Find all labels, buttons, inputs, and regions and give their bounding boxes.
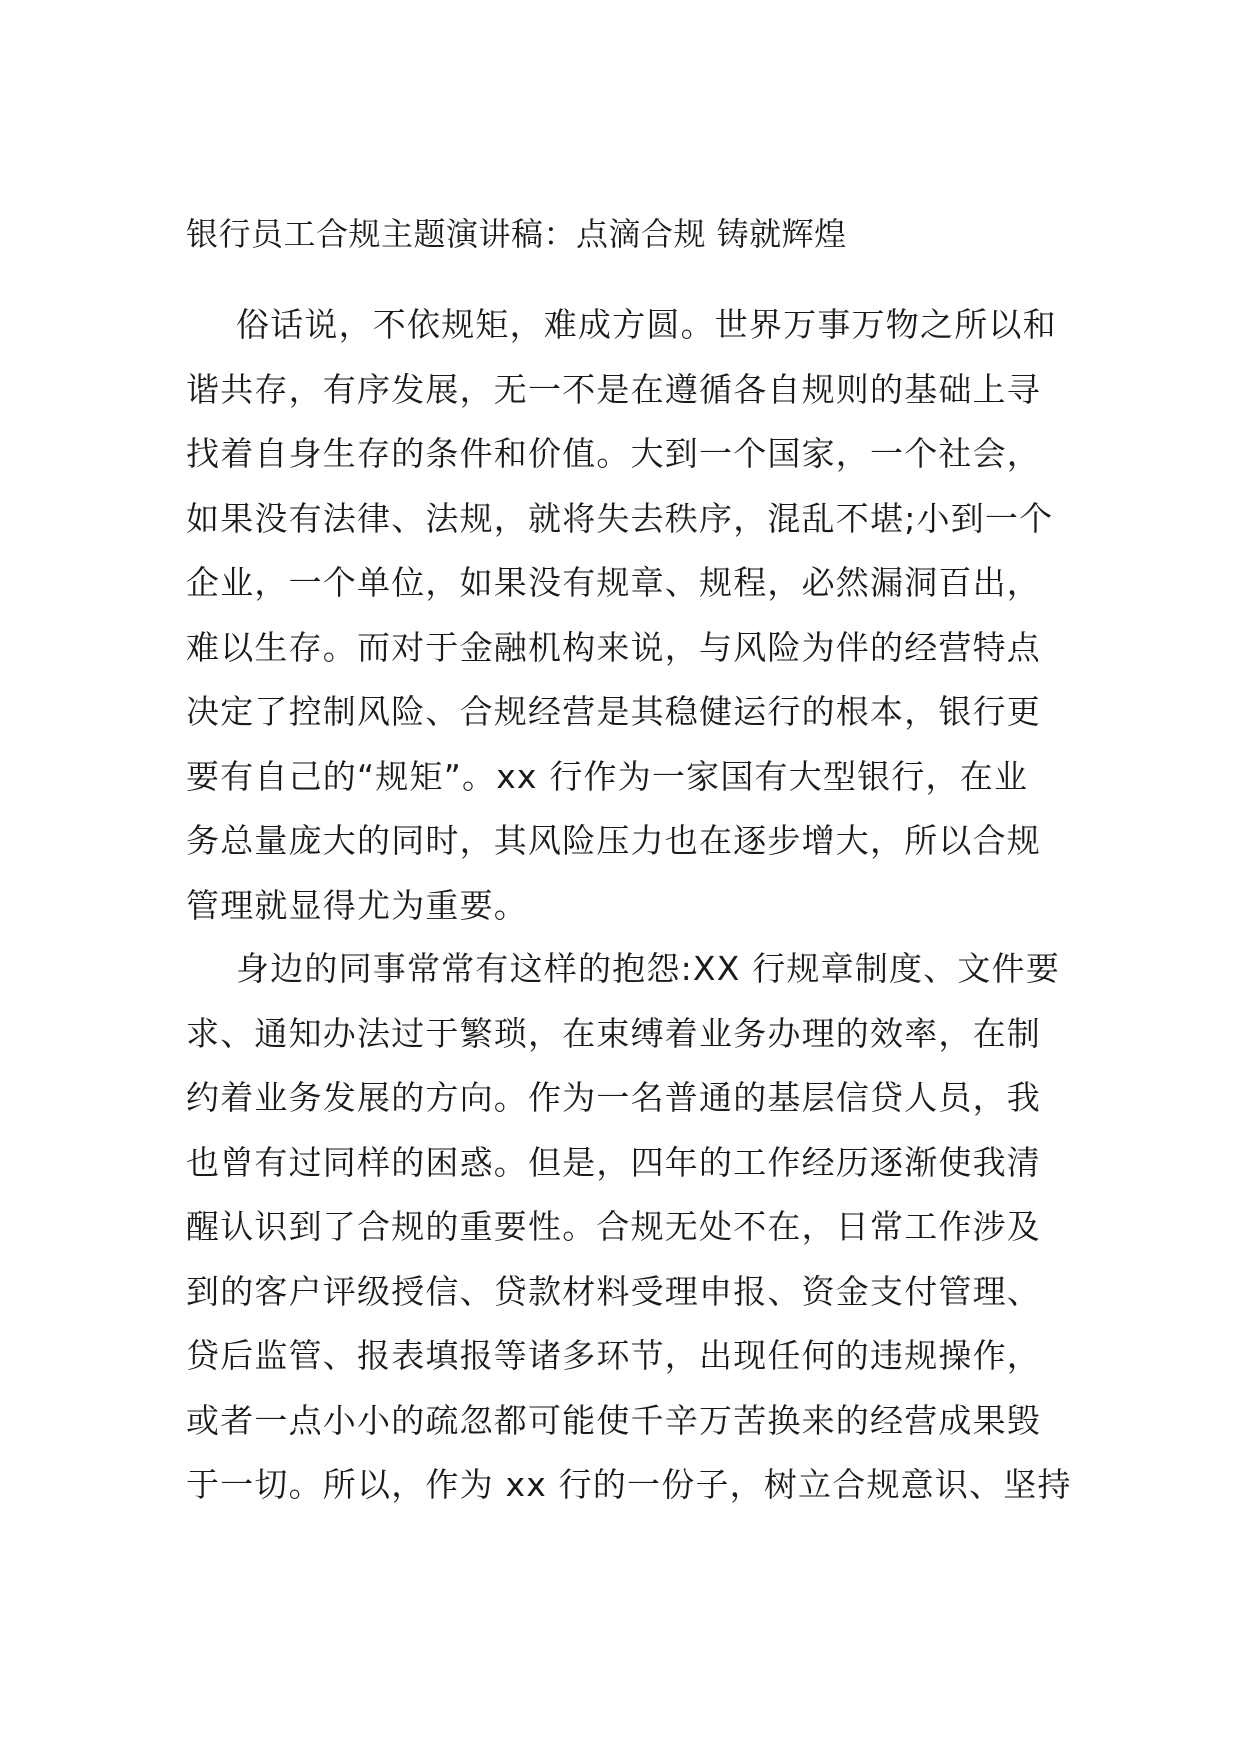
paragraph-line: 企业，一个单位，如果没有规章、规程，必然漏洞百出，	[186, 563, 1041, 602]
paragraph-line: 谐共存，有序发展，无一不是在遵循各自规则的基础上寻	[186, 369, 1041, 409]
document-title: 银行员工合规主题演讲稿：点滴合规 铸就辉煌	[186, 215, 847, 253]
paragraph-line: 俗话说，不依规矩，难成方圆。世界万事万物之所以和	[236, 305, 1057, 344]
paragraph-line: 决定了控制风险、合规经营是其稳健运行的根本，银行更	[186, 692, 1041, 731]
paragraph-line: 于一切。所以，作为 xx 行的一份子，树立合规意识、坚持	[186, 1465, 1072, 1504]
paragraph-line: 找着自身生存的条件和价值。大到一个国家，一个社会，	[186, 434, 1041, 473]
paragraph-line: 也曾有过同样的困惑。但是，四年的工作经历逐渐使我清	[186, 1142, 1041, 1182]
paragraph-line: 或者一点小小的疏忽都可能使千辛万苦换来的经营成果毁	[186, 1400, 1041, 1440]
paragraph-line: 要有自己的“规矩”。xx 行作为一家国有大型银行，在业	[186, 756, 1029, 796]
paragraph-line: 身边的同事常常有这样的抱怨:XX 行规章制度、文件要	[236, 949, 1061, 988]
paragraph-1	[186, 293, 1066, 938]
paragraph-line: 到的客户评级授信、贷款材料受理申报、资金支付管理、	[186, 1271, 1041, 1311]
paragraph-line: 醒认识到了合规的重要性。合规无处不在，日常工作涉及	[186, 1207, 1041, 1246]
paragraph-line: 难以生存。而对于金融机构来说，与风险为伴的经营特点	[186, 627, 1041, 667]
paragraph-line: 务总量庞大的同时，其风险压力也在逐步增大，所以合规	[186, 821, 1041, 860]
paragraph-2	[186, 937, 1072, 1518]
paragraph-line: 如果没有法律、法规，就将失去秩序，混乱不堪;小到一个	[186, 498, 1054, 538]
paragraph-line: 求、通知办法过于繁琐，在束缚着业务办理的效率，在制	[186, 1013, 1041, 1053]
paragraph-line: 贷后监管、报表填报等诸多环节，出现任何的违规操作，	[186, 1336, 1041, 1375]
paragraph-line: 约着业务发展的方向。作为一名普通的基层信贷人员，我	[186, 1078, 1041, 1117]
paragraph-line: 管理就显得尤为重要。	[186, 885, 528, 925]
